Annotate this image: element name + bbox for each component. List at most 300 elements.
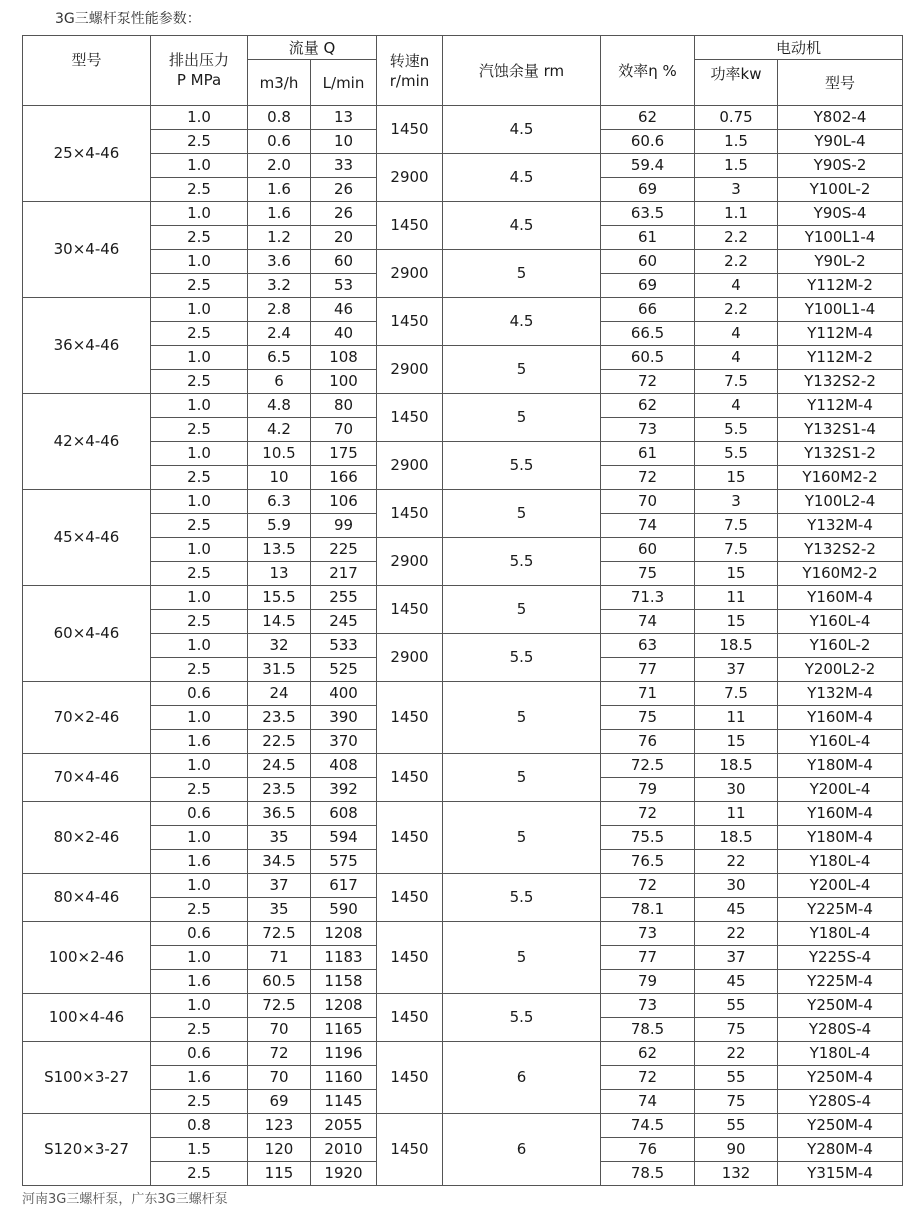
flow-lmin-cell: 408: [311, 754, 377, 778]
motor-model-cell: Y315M-4: [778, 1162, 903, 1186]
header-motor-model: 型号: [778, 60, 903, 106]
speed-cell: 2900: [377, 634, 443, 682]
motor-model-cell: Y160L-4: [778, 610, 903, 634]
npsh-cell: 5: [443, 922, 601, 994]
motor-power-cell: 90: [695, 1138, 778, 1162]
speed-cell: 1450: [377, 994, 443, 1042]
efficiency-cell: 74: [601, 610, 695, 634]
speed-cell: 1450: [377, 586, 443, 634]
pressure-cell: 1.0: [151, 250, 248, 274]
pressure-cell: 2.5: [151, 1018, 248, 1042]
efficiency-cell: 72: [601, 802, 695, 826]
flow-lmin-cell: 617: [311, 874, 377, 898]
flow-m3h-cell: 6: [248, 370, 311, 394]
motor-power-cell: 11: [695, 706, 778, 730]
speed-cell: 1450: [377, 298, 443, 346]
motor-power-cell: 22: [695, 1042, 778, 1066]
flow-m3h-cell: 31.5: [248, 658, 311, 682]
motor-power-cell: 37: [695, 658, 778, 682]
speed-cell: 1450: [377, 490, 443, 538]
model-cell: 36×4-46: [23, 298, 151, 394]
motor-power-cell: 15: [695, 562, 778, 586]
flow-m3h-cell: 2.0: [248, 154, 311, 178]
speed-cell: 2900: [377, 250, 443, 298]
efficiency-cell: 60: [601, 250, 695, 274]
header-speed-line1: 转速n: [389, 51, 430, 70]
speed-cell: 1450: [377, 802, 443, 874]
efficiency-cell: 77: [601, 658, 695, 682]
flow-m3h-cell: 4.2: [248, 418, 311, 442]
npsh-cell: 5.5: [443, 634, 601, 682]
motor-power-cell: 0.75: [695, 106, 778, 130]
npsh-cell: 6: [443, 1114, 601, 1186]
flow-lmin-cell: 575: [311, 850, 377, 874]
pressure-cell: 2.5: [151, 658, 248, 682]
model-cell: 100×2-46: [23, 922, 151, 994]
npsh-cell: 5.5: [443, 874, 601, 922]
efficiency-cell: 73: [601, 922, 695, 946]
efficiency-cell: 74: [601, 514, 695, 538]
efficiency-cell: 62: [601, 394, 695, 418]
motor-model-cell: Y132S2-2: [778, 370, 903, 394]
pressure-cell: 2.5: [151, 514, 248, 538]
npsh-cell: 5.5: [443, 538, 601, 586]
efficiency-cell: 74.5: [601, 1114, 695, 1138]
efficiency-cell: 60.5: [601, 346, 695, 370]
efficiency-cell: 72: [601, 370, 695, 394]
npsh-cell: 4.5: [443, 202, 601, 250]
speed-cell: 1450: [377, 106, 443, 154]
pressure-cell: 1.0: [151, 394, 248, 418]
header-model: 型号: [23, 36, 151, 106]
efficiency-cell: 78.1: [601, 898, 695, 922]
table-row: [23, 490, 903, 514]
speed-cell: 1450: [377, 394, 443, 442]
pressure-cell: 0.6: [151, 922, 248, 946]
pressure-cell: 1.0: [151, 346, 248, 370]
pressure-cell: 2.5: [151, 322, 248, 346]
motor-model-cell: Y132S1-4: [778, 418, 903, 442]
flow-m3h-cell: 22.5: [248, 730, 311, 754]
speed-cell: 1450: [377, 874, 443, 922]
model-cell: 100×4-46: [23, 994, 151, 1042]
pressure-cell: 1.5: [151, 1138, 248, 1162]
efficiency-cell: 79: [601, 970, 695, 994]
motor-power-cell: 7.5: [695, 514, 778, 538]
flow-lmin-cell: 533: [311, 634, 377, 658]
flow-lmin-cell: 108: [311, 346, 377, 370]
pressure-cell: 2.5: [151, 898, 248, 922]
flow-lmin-cell: 33: [311, 154, 377, 178]
pressure-cell: 1.0: [151, 298, 248, 322]
pressure-cell: 1.0: [151, 202, 248, 226]
pressure-cell: 1.0: [151, 442, 248, 466]
flow-lmin-cell: 1208: [311, 922, 377, 946]
motor-model-cell: Y112M-4: [778, 394, 903, 418]
motor-model-cell: Y225M-4: [778, 898, 903, 922]
flow-lmin-cell: 390: [311, 706, 377, 730]
motor-power-cell: 22: [695, 922, 778, 946]
header-pressure: [151, 36, 248, 106]
speed-cell: 1450: [377, 1114, 443, 1186]
motor-model-cell: Y200L-4: [778, 778, 903, 802]
flow-lmin-cell: 175: [311, 442, 377, 466]
efficiency-cell: 79: [601, 778, 695, 802]
pressure-cell: 1.0: [151, 490, 248, 514]
flow-lmin-cell: 1160: [311, 1066, 377, 1090]
flow-m3h-cell: 0.8: [248, 106, 311, 130]
motor-model-cell: Y132S1-2: [778, 442, 903, 466]
table-row: [23, 1114, 903, 1138]
pressure-cell: 0.6: [151, 1042, 248, 1066]
flow-lmin-cell: 166: [311, 466, 377, 490]
efficiency-cell: 74: [601, 1090, 695, 1114]
flow-lmin-cell: 46: [311, 298, 377, 322]
motor-model-cell: Y225S-4: [778, 946, 903, 970]
efficiency-cell: 63.5: [601, 202, 695, 226]
efficiency-cell: 61: [601, 226, 695, 250]
table-body: [23, 106, 903, 1186]
flow-lmin-cell: 1165: [311, 1018, 377, 1042]
flow-m3h-cell: 70: [248, 1066, 311, 1090]
motor-model-cell: Y180L-4: [778, 850, 903, 874]
motor-model-cell: Y100L2-4: [778, 490, 903, 514]
efficiency-cell: 77: [601, 946, 695, 970]
efficiency-cell: 60: [601, 538, 695, 562]
motor-power-cell: 132: [695, 1162, 778, 1186]
motor-power-cell: 55: [695, 994, 778, 1018]
motor-power-cell: 1.1: [695, 202, 778, 226]
motor-model-cell: Y112M-4: [778, 322, 903, 346]
motor-power-cell: 3: [695, 490, 778, 514]
flow-m3h-cell: 13.5: [248, 538, 311, 562]
motor-power-cell: 2.2: [695, 298, 778, 322]
efficiency-cell: 76: [601, 730, 695, 754]
flow-lmin-cell: 1183: [311, 946, 377, 970]
efficiency-cell: 69: [601, 178, 695, 202]
pressure-cell: 2.5: [151, 562, 248, 586]
flow-lmin-cell: 20: [311, 226, 377, 250]
motor-power-cell: 30: [695, 778, 778, 802]
pressure-cell: 2.5: [151, 778, 248, 802]
model-cell: 80×2-46: [23, 802, 151, 874]
speed-cell: 1450: [377, 922, 443, 994]
table-row: [23, 994, 903, 1018]
flow-m3h-cell: 72.5: [248, 994, 311, 1018]
model-cell: S100×3-27: [23, 1042, 151, 1114]
motor-model-cell: Y180M-4: [778, 826, 903, 850]
motor-power-cell: 7.5: [695, 682, 778, 706]
motor-power-cell: 3: [695, 178, 778, 202]
flow-m3h-cell: 24.5: [248, 754, 311, 778]
flow-lmin-cell: 594: [311, 826, 377, 850]
pressure-cell: 2.5: [151, 130, 248, 154]
flow-lmin-cell: 400: [311, 682, 377, 706]
motor-power-cell: 5.5: [695, 418, 778, 442]
npsh-cell: 5: [443, 346, 601, 394]
npsh-cell: 5: [443, 682, 601, 754]
table-row: [23, 1042, 903, 1066]
table-row: [23, 154, 903, 178]
motor-model-cell: Y112M-2: [778, 346, 903, 370]
motor-model-cell: Y160M-4: [778, 802, 903, 826]
model-cell: 25×4-46: [23, 106, 151, 202]
flow-lmin-cell: 392: [311, 778, 377, 802]
efficiency-cell: 75: [601, 562, 695, 586]
flow-m3h-cell: 15.5: [248, 586, 311, 610]
speed-cell: 2900: [377, 538, 443, 586]
table-row: [23, 754, 903, 778]
flow-lmin-cell: 1208: [311, 994, 377, 1018]
motor-power-cell: 4: [695, 346, 778, 370]
pressure-cell: 1.0: [151, 946, 248, 970]
npsh-cell: 5.5: [443, 442, 601, 490]
motor-power-cell: 7.5: [695, 538, 778, 562]
motor-power-cell: 4: [695, 394, 778, 418]
flow-lmin-cell: 40: [311, 322, 377, 346]
efficiency-cell: 72.5: [601, 754, 695, 778]
header-speed-line2: r/min: [389, 71, 430, 90]
motor-power-cell: 18.5: [695, 634, 778, 658]
flow-m3h-cell: 69: [248, 1090, 311, 1114]
pressure-cell: 2.5: [151, 610, 248, 634]
efficiency-cell: 66: [601, 298, 695, 322]
motor-model-cell: Y100L-2: [778, 178, 903, 202]
motor-model-cell: Y160M-4: [778, 706, 903, 730]
motor-power-cell: 15: [695, 466, 778, 490]
motor-model-cell: Y132M-4: [778, 682, 903, 706]
speed-cell: 1450: [377, 682, 443, 754]
flow-m3h-cell: 120: [248, 1138, 311, 1162]
model-cell: 30×4-46: [23, 202, 151, 298]
npsh-cell: 5: [443, 394, 601, 442]
npsh-cell: 4.5: [443, 106, 601, 154]
motor-power-cell: 2.2: [695, 250, 778, 274]
npsh-cell: 5.5: [443, 994, 601, 1042]
efficiency-cell: 71.3: [601, 586, 695, 610]
motor-power-cell: 7.5: [695, 370, 778, 394]
model-cell: 45×4-46: [23, 490, 151, 586]
table-row: [23, 874, 903, 898]
model-cell: 70×4-46: [23, 754, 151, 802]
flow-m3h-cell: 13: [248, 562, 311, 586]
motor-model-cell: Y100L1-4: [778, 298, 903, 322]
pressure-cell: 1.0: [151, 634, 248, 658]
efficiency-cell: 70: [601, 490, 695, 514]
flow-lmin-cell: 10: [311, 130, 377, 154]
motor-model-cell: Y225M-4: [778, 970, 903, 994]
pressure-cell: 1.0: [151, 706, 248, 730]
motor-power-cell: 75: [695, 1090, 778, 1114]
motor-model-cell: Y160M2-2: [778, 562, 903, 586]
npsh-cell: 5: [443, 250, 601, 298]
flow-m3h-cell: 35: [248, 826, 311, 850]
efficiency-cell: 73: [601, 994, 695, 1018]
efficiency-cell: 76.5: [601, 850, 695, 874]
table-row: [23, 682, 903, 706]
motor-power-cell: 1.5: [695, 130, 778, 154]
motor-power-cell: 11: [695, 802, 778, 826]
motor-power-cell: 55: [695, 1066, 778, 1090]
efficiency-cell: 59.4: [601, 154, 695, 178]
motor-model-cell: Y180L-4: [778, 922, 903, 946]
motor-power-cell: 4: [695, 274, 778, 298]
motor-model-cell: Y160L-2: [778, 634, 903, 658]
flow-m3h-cell: 23.5: [248, 778, 311, 802]
flow-lmin-cell: 70: [311, 418, 377, 442]
motor-model-cell: Y280M-4: [778, 1138, 903, 1162]
motor-model-cell: Y160M-4: [778, 586, 903, 610]
motor-power-cell: 45: [695, 970, 778, 994]
flow-m3h-cell: 24: [248, 682, 311, 706]
table-row: [23, 802, 903, 826]
flow-m3h-cell: 36.5: [248, 802, 311, 826]
flow-lmin-cell: 53: [311, 274, 377, 298]
table-row: [23, 634, 903, 658]
speed-cell: 1450: [377, 754, 443, 802]
motor-model-cell: Y180M-4: [778, 754, 903, 778]
efficiency-cell: 72: [601, 874, 695, 898]
efficiency-cell: 73: [601, 418, 695, 442]
flow-lmin-cell: 1158: [311, 970, 377, 994]
flow-m3h-cell: 71: [248, 946, 311, 970]
flow-lmin-cell: 245: [311, 610, 377, 634]
flow-m3h-cell: 4.8: [248, 394, 311, 418]
motor-model-cell: Y180L-4: [778, 1042, 903, 1066]
efficiency-cell: 61: [601, 442, 695, 466]
motor-power-cell: 11: [695, 586, 778, 610]
flow-lmin-cell: 1145: [311, 1090, 377, 1114]
header-pressure-line1: 排出压力: [168, 51, 229, 69]
flow-m3h-cell: 10.5: [248, 442, 311, 466]
npsh-cell: 5: [443, 586, 601, 634]
pressure-cell: 0.6: [151, 802, 248, 826]
pressure-cell: 1.0: [151, 106, 248, 130]
motor-power-cell: 2.2: [695, 226, 778, 250]
motor-power-cell: 45: [695, 898, 778, 922]
pressure-cell: 1.0: [151, 754, 248, 778]
flow-m3h-cell: 2.8: [248, 298, 311, 322]
flow-m3h-cell: 23.5: [248, 706, 311, 730]
motor-model-cell: Y160L-4: [778, 730, 903, 754]
pressure-cell: 1.0: [151, 826, 248, 850]
motor-model-cell: Y90L-2: [778, 250, 903, 274]
pressure-cell: 2.5: [151, 1090, 248, 1114]
motor-power-cell: 18.5: [695, 754, 778, 778]
flow-m3h-cell: 32: [248, 634, 311, 658]
flow-lmin-cell: 106: [311, 490, 377, 514]
motor-power-cell: 4: [695, 322, 778, 346]
flow-m3h-cell: 37: [248, 874, 311, 898]
speed-cell: 1450: [377, 1042, 443, 1114]
efficiency-cell: 78.5: [601, 1018, 695, 1042]
header-pressure-line2: P MPa: [176, 71, 222, 89]
efficiency-cell: 75.5: [601, 826, 695, 850]
flow-m3h-cell: 1.2: [248, 226, 311, 250]
table-row: [23, 922, 903, 946]
motor-power-cell: 1.5: [695, 154, 778, 178]
pressure-cell: 2.5: [151, 226, 248, 250]
flow-m3h-cell: 1.6: [248, 178, 311, 202]
pressure-cell: 2.5: [151, 370, 248, 394]
flow-lmin-cell: 370: [311, 730, 377, 754]
motor-model-cell: Y160M2-2: [778, 466, 903, 490]
npsh-cell: 6: [443, 1042, 601, 1114]
flow-m3h-cell: 3.2: [248, 274, 311, 298]
efficiency-cell: 62: [601, 106, 695, 130]
table-row: [23, 106, 903, 130]
flow-m3h-cell: 60.5: [248, 970, 311, 994]
npsh-cell: 4.5: [443, 154, 601, 202]
efficiency-cell: 63: [601, 634, 695, 658]
table-row: [23, 538, 903, 562]
pressure-cell: 2.5: [151, 274, 248, 298]
model-cell: 60×4-46: [23, 586, 151, 682]
header-motor: 电动机: [695, 36, 903, 60]
motor-model-cell: Y280S-4: [778, 1018, 903, 1042]
motor-model-cell: Y90L-4: [778, 130, 903, 154]
flow-m3h-cell: 2.4: [248, 322, 311, 346]
motor-model-cell: Y132M-4: [778, 514, 903, 538]
flow-m3h-cell: 6.3: [248, 490, 311, 514]
flow-m3h-cell: 72: [248, 1042, 311, 1066]
pressure-cell: 1.6: [151, 970, 248, 994]
header-flow: 流量 Q: [248, 36, 377, 60]
npsh-cell: 4.5: [443, 298, 601, 346]
table-row: [23, 394, 903, 418]
flow-lmin-cell: 1920: [311, 1162, 377, 1186]
npsh-cell: 5: [443, 490, 601, 538]
npsh-cell: 5: [443, 754, 601, 802]
motor-power-cell: 15: [695, 610, 778, 634]
motor-model-cell: Y100L1-4: [778, 226, 903, 250]
motor-model-cell: Y250M-4: [778, 1066, 903, 1090]
flow-lmin-cell: 26: [311, 202, 377, 226]
efficiency-cell: 72: [601, 466, 695, 490]
flow-m3h-cell: 35: [248, 898, 311, 922]
motor-power-cell: 22: [695, 850, 778, 874]
flow-m3h-cell: 0.6: [248, 130, 311, 154]
pressure-cell: 2.5: [151, 418, 248, 442]
model-cell: S120×3-27: [23, 1114, 151, 1186]
flow-m3h-cell: 70: [248, 1018, 311, 1042]
motor-power-cell: 30: [695, 874, 778, 898]
flow-lmin-cell: 2010: [311, 1138, 377, 1162]
pressure-cell: 1.0: [151, 874, 248, 898]
motor-model-cell: Y802-4: [778, 106, 903, 130]
flow-m3h-cell: 10: [248, 466, 311, 490]
flow-m3h-cell: 6.5: [248, 346, 311, 370]
motor-power-cell: 75: [695, 1018, 778, 1042]
table-row: [23, 442, 903, 466]
pressure-cell: 2.5: [151, 1162, 248, 1186]
table-row: [23, 202, 903, 226]
model-cell: 42×4-46: [23, 394, 151, 490]
motor-model-cell: Y200L2-2: [778, 658, 903, 682]
table-caption: 3G三螺杆泵性能参数：: [55, 11, 201, 27]
motor-power-cell: 18.5: [695, 826, 778, 850]
flow-m3h-cell: 1.6: [248, 202, 311, 226]
efficiency-cell: 76: [601, 1138, 695, 1162]
motor-model-cell: Y200L-4: [778, 874, 903, 898]
flow-lmin-cell: 80: [311, 394, 377, 418]
speed-cell: 2900: [377, 154, 443, 202]
flow-m3h-cell: 3.6: [248, 250, 311, 274]
motor-model-cell: Y250M-4: [778, 994, 903, 1018]
efficiency-cell: 72: [601, 1066, 695, 1090]
flow-lmin-cell: 225: [311, 538, 377, 562]
pressure-cell: 1.0: [151, 994, 248, 1018]
